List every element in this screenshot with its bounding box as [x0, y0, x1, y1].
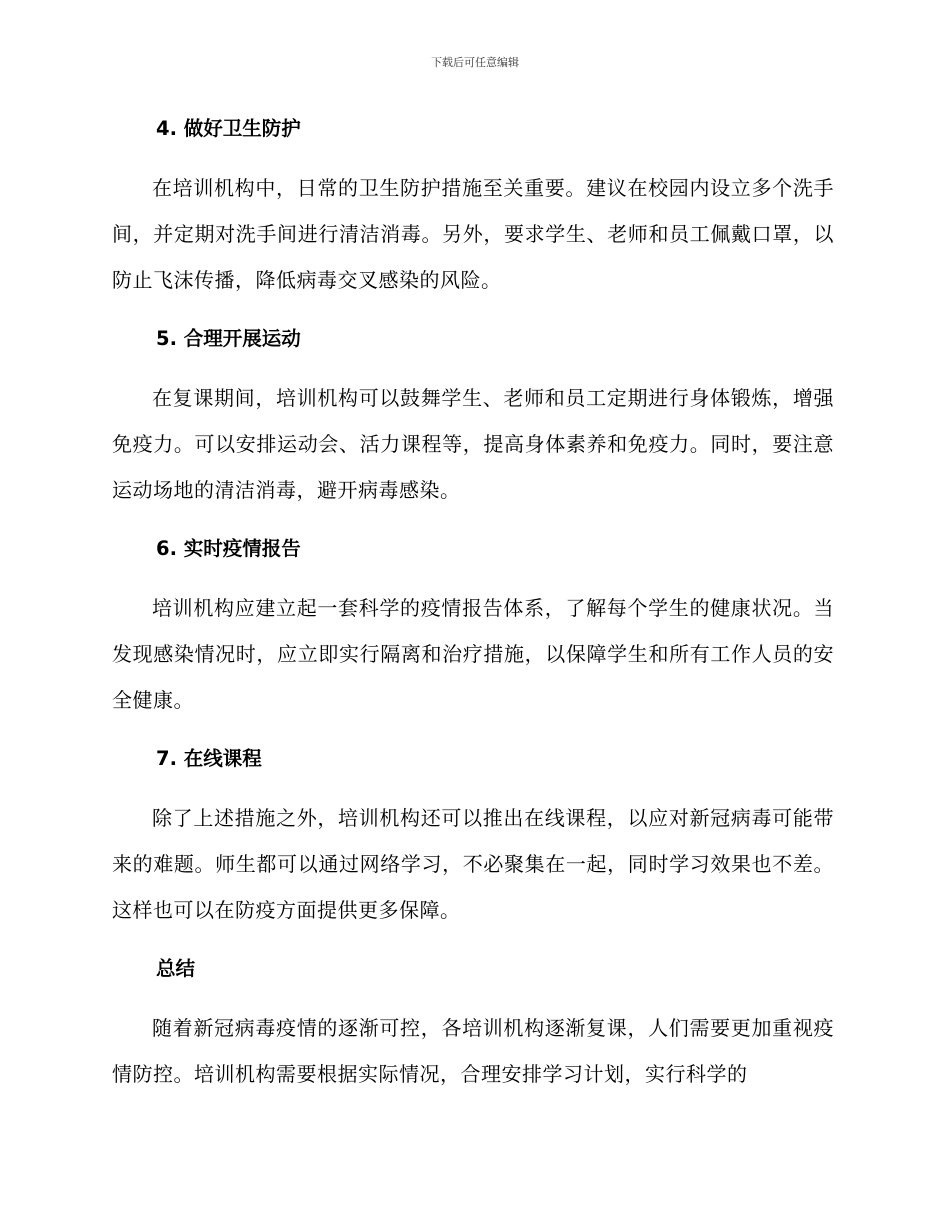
section-heading: 总结: [156, 957, 196, 980]
section-reporting: [112, 533, 834, 723]
section-hygiene: [112, 113, 834, 303]
section-heading: 7. 在线课程: [156, 747, 262, 770]
section-heading: 4. 做好卫生防护: [156, 117, 301, 140]
section-paragraph: 除了上述措施之外，培训机构还可以推出在线课程，以应对新冠病毒可能带来的难题。师生都可以通过网络学习，不必聚集在一起，同时学习效果也不差。这样也可以在防疫方面提供更多保障。: [112, 806, 834, 922]
section-heading: 6. 实时疫情报告: [156, 537, 301, 560]
section-paragraph: 随着新冠病毒疫情的逐渐可控，各培训机构逐渐复课，人们需要更加重视疫情防控。培训机构需要根据实际情况，合理安排学习计划，实行科学的: [112, 1016, 834, 1086]
section-paragraph: 在复课期间，培训机构可以鼓舞学生、老师和员工定期进行身体锻炼，增强免疫力。可以安排运动会、活力课程等，提高身体素养和免疫力。同时，要注意运动场地的清洁消毒，避开病毒感染。: [112, 386, 834, 502]
section-online-courses: [112, 743, 834, 933]
section-paragraph: 在培训机构中，日常的卫生防护措施至关重要。建议在校园内设立多个洗手间，并定期对洗手间进行清洁消毒。另外，要求学生、老师和员工佩戴口罩，以防止飞沫传播，降低病毒交叉感染的风险。: [112, 176, 834, 292]
section-paragraph: 培训机构应建立起一套科学的疫情报告体系，了解每个学生的健康状况。当发现感染情况时，应立即实行隔离和治疗措施，以保障学生和所有工作人员的安全健康。: [112, 596, 834, 712]
section-heading: 5. 合理开展运动: [156, 327, 301, 350]
document-body: [112, 113, 834, 1097]
page-header-note: 下载后可任意编辑: [431, 56, 519, 69]
section-exercise: [112, 323, 834, 513]
section-summary: [112, 953, 834, 1097]
